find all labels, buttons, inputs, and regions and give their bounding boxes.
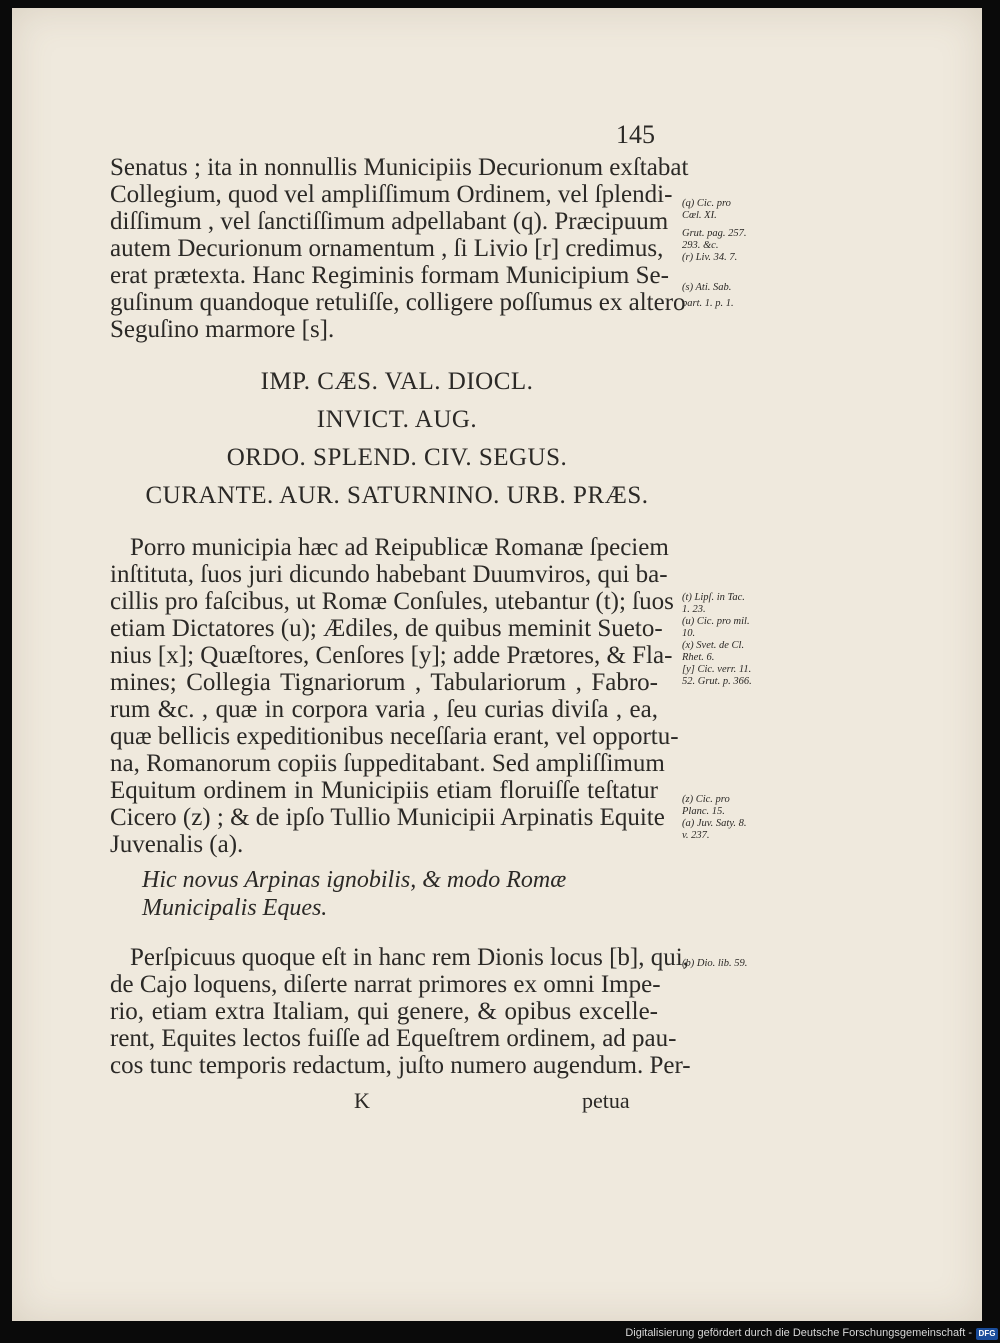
text-line: Seguſino marmore [s]. [110,316,335,343]
text-line: cillis pro faſcibus, ut Romæ Conſules, utebantur (t); ſuos [110,588,674,615]
margin-note: 10. [682,628,696,639]
margin-note: (t) Lipſ. in Tac. [682,592,745,603]
text-line: na, Romanorum copiis ſuppeditabant. Sed ampliſſimum [110,750,665,777]
text-line: Perſpicuus quoque eſt in hanc rem Dionis locus [b], qui, [130,944,689,971]
margin-note [682,264,792,282]
inscription-line: CURANTE. AUR. SATURNINO. URB. PRÆS. [145,482,649,509]
text-line: rent, Equites lectos fuiſſe ad Equeſtrem ordinem, ad pau- [110,1025,677,1052]
margin-notes-1 [682,198,792,310]
text-line: inſtituta, ſuos juri dicundo habebant Duumviros, qui ba- [110,561,668,588]
paragraph-3 [110,944,691,1079]
inscription-line: ORDO. SPLEND. CIV. SEGUS. [226,444,568,471]
margin-note: (x) Svet. de Cl. [682,640,745,651]
text-line: guſinum quandoque retuliſſe, colligere poſſumus ex altero [110,289,686,316]
dfg-logo: DFG [976,1328,998,1340]
text-line: Cicero (z) ; & de ipſo Tullio Municipii Arpinatis Equite [110,804,665,831]
text-line: nius [x]; Quæſtores, Cenſores [y]; adde Prætores, & Fla- [110,642,673,669]
text-line: de Cajo loquens, diſerte narrat primores ex omni Impe- [110,971,661,998]
text-line: rum &c. , quæ in corpora varia , ſeu curias diviſa , ea, [110,696,658,723]
text-line: Porro municipia hæc ad Reipublicæ Romanæ ſpeciem [130,534,669,561]
margin-note: part. 1. p. 1. [682,298,734,309]
book-page [12,8,982,1321]
text-line: Juvenalis (a). [110,831,244,858]
text-line: rio, etiam extra Italiam, qui genere, & opibus excelle- [110,998,658,1025]
margin-note: (r) Liv. 34. 7. [682,252,738,263]
text-line: erat prætexta. Hanc Regiminis formam Municipium Se- [110,262,669,289]
margin-note: 293. &c. [682,240,719,251]
text-line: Senatus ; ita in nonnullis Municipiis Decurionum exſtabat [110,154,689,181]
margin-notes-3 [682,794,792,842]
text-line: autem Decurionum ornamentum , ſi Livio [r] credimus, [110,235,664,262]
margin-note: Rhet. 6. [682,652,715,663]
margin-note: Cœl. XI. [682,210,717,221]
paragraph-2 [110,534,679,858]
margin-note: (b) Dio. lib. 59. [682,958,748,969]
text-line: diſſimum , vel ſanctiſſimum adpellabant (q). Præcipuum [110,208,669,235]
margin-note: Planc. 15. [682,806,725,817]
margin-notes-2 [682,592,792,688]
margin-note: (q) Cic. pro [682,198,731,209]
verse-line: Municipalis Eques. [142,895,328,921]
text-line: cos tunc temporis redactum, juſto numero augendum. Per- [110,1052,691,1079]
text-line: mines; Collegia Tignariorum , Tabulariorum , Fabro- [110,669,658,696]
margin-note: Grut. pag. 257. [682,228,747,239]
funding-credit: Digitalisierung gefördert durch die Deutsche Forschungsgemeinschaft - [625,1327,972,1339]
margin-note: v. 237. [682,830,710,841]
signature-mark: K [354,1088,370,1113]
text-line: quæ bellicis expeditionibus neceſſaria erant, vel opportu- [110,723,679,750]
paragraph-1 [110,154,689,343]
text-line: Collegium, quod vel ampliſſimum Ordinem, vel ſplendi- [110,181,673,208]
page-number: 145 [616,120,655,149]
verse-line: Hic novus Arpinas ignobilis, & modo Romæ [142,867,567,893]
margin-note: (z) Cic. pro [682,794,730,805]
inscription-line: INVICT. AUG. [316,406,478,433]
margin-note: (u) Cic. pro mil. [682,616,750,627]
catchword: petua [582,1088,630,1113]
margin-note: 52. Grut. p. 366. [682,676,752,687]
inscription-line: IMP. CÆS. VAL. DIOCL. [260,368,534,395]
margin-note: [y] Cic. verr. 11. [682,664,752,675]
margin-notes-4 [682,958,792,970]
text-line: Equitum ordinem in Municipiis etiam floruiſſe teſtatur [110,777,658,804]
margin-note: (a) Juv. Saty. 8. [682,818,747,829]
margin-note: (s) Ati. Sab. [682,282,732,293]
verse-quote [142,866,566,922]
margin-note: 1. 23. [682,604,706,615]
text-line: etiam Dictatores (u); Ædiles, de quibus meminit Sueto- [110,615,663,642]
